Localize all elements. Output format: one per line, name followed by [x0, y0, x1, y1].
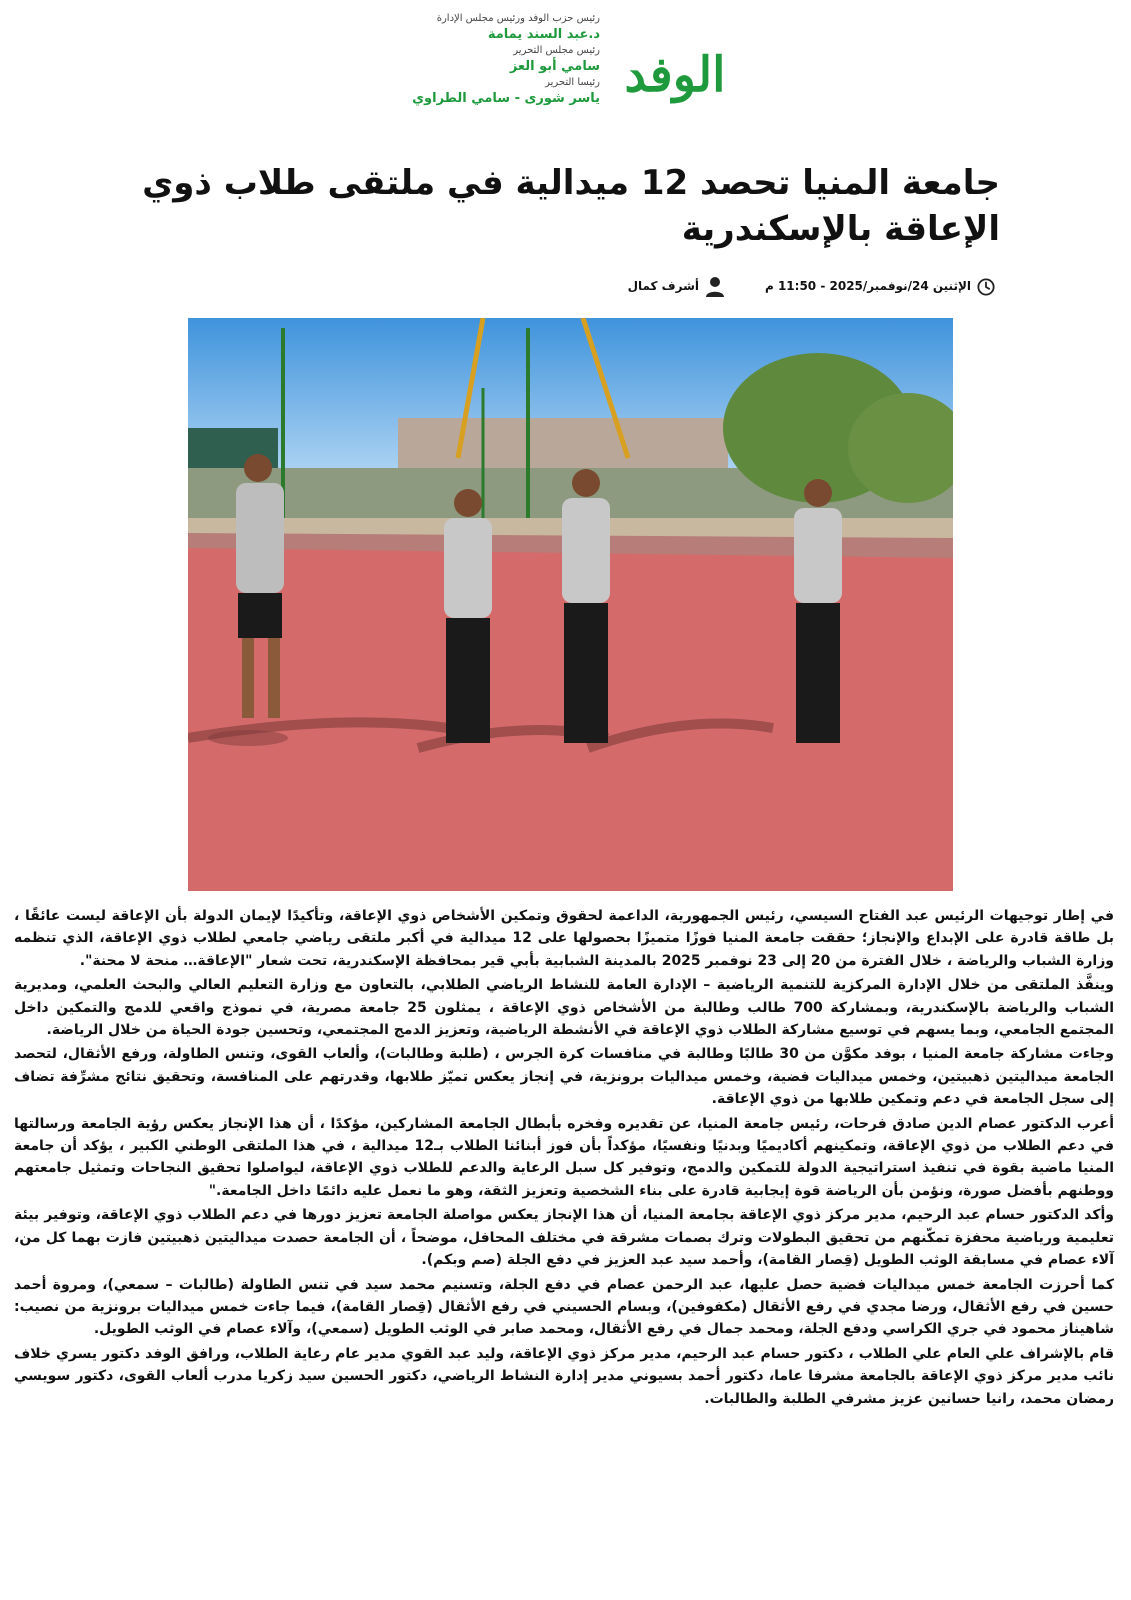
article-paragraph: قام بالإشراف علي العام علي الطلاب ، دكتور حسام عبد الرحيم، مدير مركز ذوي الإعاقة، وليد عبد القوي مدير عام رعاية الطلاب، ورافق الوفد دكتور يسري خلاف نائب مدير مركز ذوي الإعاقة بالجامعة مشرفا عاما، دكتور أحمد بسيوني مدير إدارة النشاط الرياضي، دكتور الحسين سيد زكريا مدرب ألعاب القوى، دكتور سويسي رمضان محمد، رانيا حسانين عزيز مشرفي الطلبة والطالبات. — [14, 1345, 1114, 1407]
article-paragraph: أعرب الدكتور عصام الدين صادق فرحات، رئيس جامعة المنيا، عن تقديره وفخره بأبطال الجامعة المشاركين، مؤكدًا ، أن هذا الإنجاز يعكس رؤية الجامعة ورسالتها في دعم الطلاب من ذوي الإعاقة، وتمكينهم أكاديميًا وبدنيًا ونفسيًا، مؤكداً بأن فوز أبنائنا الطلاب بـ12 ميدالية ، في هذا الملتقى الوطني الكبير ، يؤكد أن جامعة المنيا ماضية بقوة في تنفيذ استراتيجية الدولة للتمكين والدمج، وتوفير كل سبل الرعاية والدعم للطلاب ذوي الإعاقة، ليواصلوا تحقيق النجاحات وتمثيل جامعتهم ووطنهم بأفضل صورة، ونؤمن بأن الرياضة قوة إيجابية قادرة على بناء الشخصية وتعزيز الثقة، وهو ما نعمل عليه دائمًا داخل الجامعة." — [14, 1115, 1114, 1199]
article-date: الإثنين 24/نوفمبر/2025 - 11:50 م — [764, 279, 971, 293]
credit-role: رئيسا التحرير — [545, 77, 600, 88]
credit-role: رئيس حزب الوفد ورئيس مجلس الإدارة — [436, 13, 600, 24]
wafd-logo[interactable]: الوفد — [624, 47, 726, 103]
article-paragraph: وينفَّذ الملتقى من خلال الإدارة المركزية للتنمية الرياضية – الإدارة العامة للنشاط الرياضي الطلابي، بالتعاون مع وزارة التعليم العالي والبحث العلمي، ومديرية الشباب والرياضة بالإسكندرية، وبمشاركة 700 طالب وطالبة من الأشخاص ذوي الإعاقة ، يمثلون 25 جامعة مصرية، في نموذج واقعي للدمج والتمكين داخل المجتمع الجامعي، وبما يسهم في توسيع مشاركة الطلاب ذوي الإعاقة في الأنشطة الرياضية، وتعزيز الدمج المجتمعي، وتحسين جودة الحياة من خلال الرياضة. — [14, 977, 1115, 1039]
article-author[interactable]: أشرف كمال — [627, 279, 699, 293]
article-paragraph: وأكد الدكتور حسام عبد الرحيم، مدير مركز ذوي الإعاقة بجامعة المنيا، أن هذا الإنجاز يعكس مواصلة الجامعة تعزيز دورها في دعم الطلاب ذوي الإعاقة، وتوفير بيئة تعليمية ورياضية محفزة تمكّنهم من تحقيق البطولات وترك بصمات مشرقة في مختلف المحافل، موضحاً ، أن الجامعة حصدت ميداليتين ذهبيتين فازت بهما كل من، آلاء عصام في مسابقة الوثب الطويل (قِصار القامة)، وأحمد سيد عبد العزيز في دفع الجلة (صم وبكم). — [14, 1207, 1114, 1269]
masthead-credits — [370, 12, 600, 108]
article-body — [14, 905, 1114, 1412]
user-icon — [705, 276, 725, 298]
article-paragraph: وجاءت مشاركة جامعة المنيا ، بوفد مكوَّن من 30 طالبًا وطالبة في منافسات كرة الجرس ، (طلبة وطالبات)، وألعاب القوى، وتنس الطاولة، ورفع الأثقال، لتحصد الجامعة ميداليتين ذهبيتين، وخمس ميداليات فضية، وخمس ميداليات برونزية، في إنجاز يعكس تميّز طلابها، وقدرتهم على المنافسة، وتحقيق نتائج مشرِّفة تضاف إلى سجل الجامعة في دعم وتمكين طلابها من ذوي الإعاقة. — [14, 1046, 1115, 1108]
article-photo — [188, 318, 953, 891]
clock-icon — [977, 278, 995, 296]
article-paragraph: كما أحرزت الجامعة خمس ميداليات فضية حصل عليها، عبد الرحمن عصام في دفع الجلة، وتسنيم محمد سيد في تنس الطاولة (طالبات – سمعي)، ومروة أحمد حسين في رفع الأثقال، ورضا مجدي في رفع الأثقال (مكفوفين)، وبسام الحسيني في رفع الأثقال (قِصار القامة)، فيما جاءت خمس ميداليات برونزية من نصيب: شاهيناز محمود في جري الكراسي ودفع الجلة، ومحمد جمال في رفع الأثقال، ومحمد صابر في الوثب الطويل (سمعي)، وآلاء عصام في الوثب الطويل. — [14, 1276, 1114, 1338]
credit-name: سامي أبو العز — [509, 59, 600, 74]
credit-name: د.عبد السند يمامة — [487, 27, 600, 42]
article-paragraph: في إطار توجيهات الرئيس عبد الفتاح السيسي، رئيس الجمهورية، الداعمة لحقوق وتمكين الأشخاص ذوي الإعاقة، وتأكيدًا لإيمان الدولة بأن الإعاقة ليست عائقًا ، بل طاقة قادرة على الإبداع والإنجاز؛ حققت جامعة المنيا فوزًا متميزًا بحصولها على 12 ميدالية في أكبر ملتقى رياضي جامعي لطلاب ذوي الإعاقة، الذي تنظمه وزارة الشباب والرياضة ، خلال الفترة من 20 إلى 23 نوفمبر 2025 بالمدينة الشبابية بأبي قير بمحافظة الإسكندرية، تحت شعار "الإعاقة… منحة لا محنة". — [14, 908, 1115, 969]
article-meta — [600, 276, 995, 302]
article-title: جامعة المنيا تحصد 12 ميدالية في ملتقى طلاب ذوي الإعاقة بالإسكندرية — [142, 163, 1000, 249]
athlete-figure — [794, 479, 842, 743]
athlete-figure — [444, 489, 492, 743]
credit-name: ياسر شورى - سامي الطراوي — [412, 91, 600, 106]
athlete-figure — [562, 469, 610, 743]
masthead — [370, 12, 740, 137]
credit-role: رئيس مجلس التحرير — [513, 45, 600, 56]
